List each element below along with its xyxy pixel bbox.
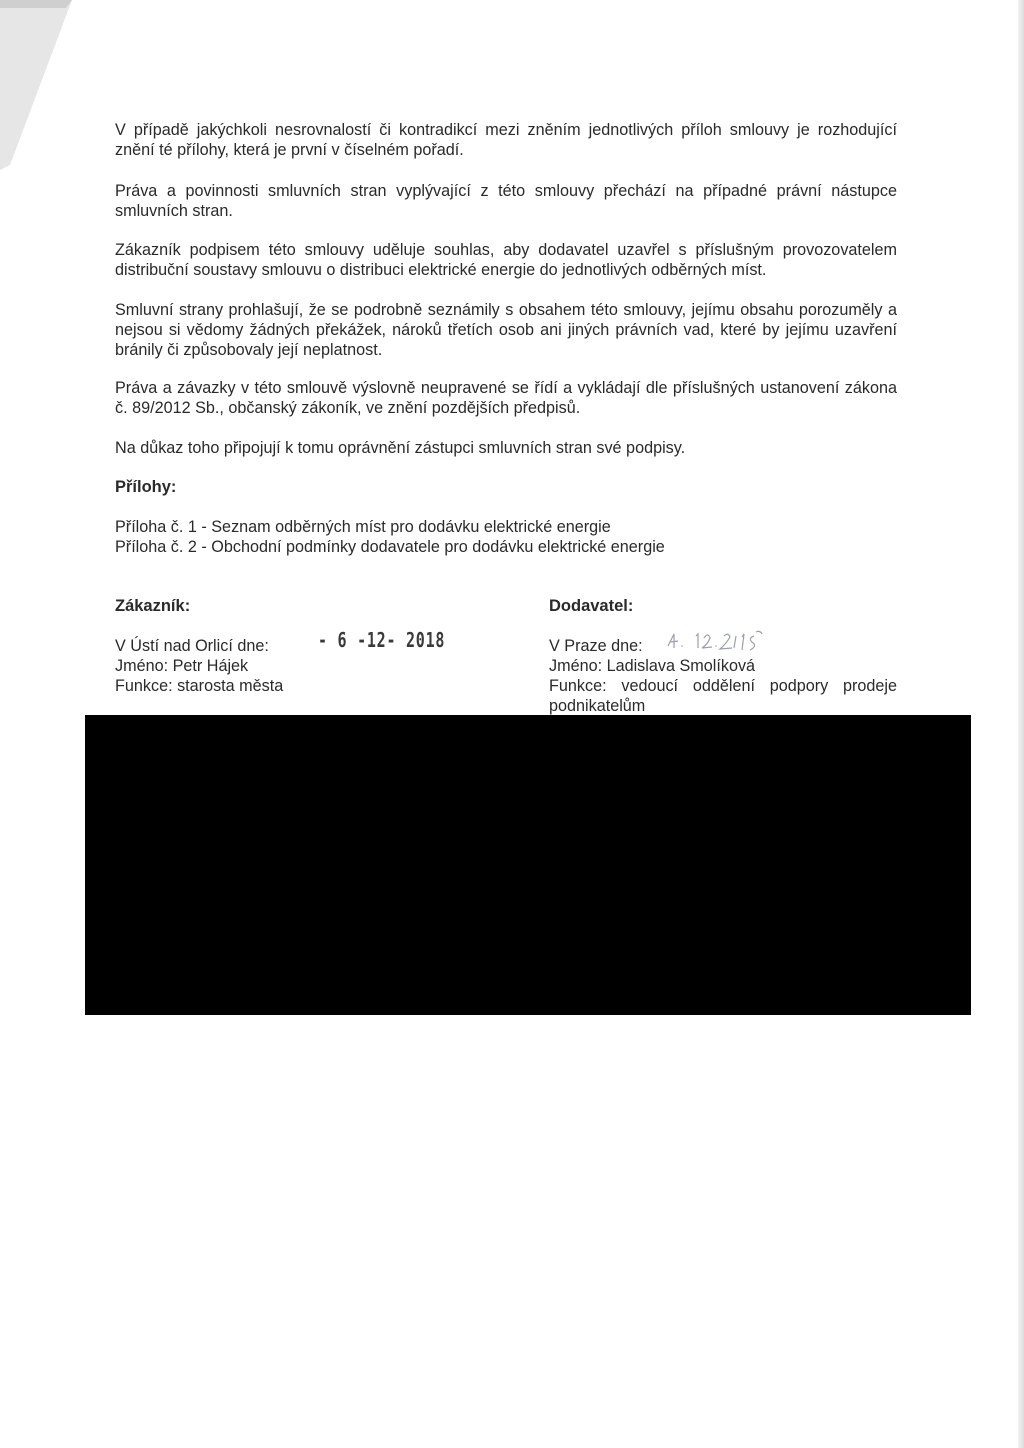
paragraph-successors: Práva a povinnosti smluvních stran vyplývající z této smlouvy přechází na případné právní nástupce smluvních stran. bbox=[115, 182, 897, 220]
supplier-handwritten-date bbox=[662, 624, 772, 660]
paragraph-distribution-consent: Zákazník podpisem této smlouvy uděluje souhlas, aby dodavatel uzavřel s příslušným provozovatelem distribuční soustavy smlouvu o distribuci elektrické energie do jednotlivých odběrných míst. bbox=[115, 241, 897, 279]
customer-heading: Zákazník: bbox=[115, 597, 191, 615]
supplier-name: Jméno: Ladislava Smolíková bbox=[549, 657, 756, 675]
paragraph-declaration: Smluvní strany prohlašují, že se podrobně seznámily s obsahem této smlouvy, jejímu obsahu porozuměly a nejsou si vědomy žádných překážek, nároků třetích osob ani jiných právních vad, které by jejímu uzavření bránily či způsobovaly její neplatnost. bbox=[115, 301, 897, 359]
paragraph-discrepancies: V případě jakýchkoli nesrovnalostí či kontradikcí mezi zněním jednotlivých příloh smlouvy je rozhodující znění té přílohy, která je první v číselném pořadí. bbox=[115, 121, 897, 159]
supplier-function-continued: podnikatelům bbox=[549, 697, 646, 715]
customer-place-date-label: V Ústí nad Orlicí dne: bbox=[115, 637, 269, 655]
scan-edge-right bbox=[1018, 0, 1024, 1448]
supplier-function bbox=[549, 676, 897, 696]
customer-date-stamp: - 6 -12- 2018 bbox=[318, 628, 446, 652]
scan-edge-shadow bbox=[0, 0, 80, 170]
supplier-function-text: Funkce: vedoucí oddělení podpory prodeje bbox=[549, 677, 897, 695]
paragraph-civil-code: Práva a závazky v této smlouvě výslovně neupravené se řídí a vykládají dle příslušných ustanovení zákona č. 89/2012 Sb., občanský zákoník, ve znění pozdějších předpisů. bbox=[115, 379, 897, 417]
supplier-heading: Dodavatel: bbox=[549, 597, 634, 615]
attachment-item-2: Příloha č. 2 - Obchodní podmínky dodavatele pro dodávku elektrické energie bbox=[115, 538, 665, 556]
customer-function: Funkce: starosta města bbox=[115, 677, 284, 695]
supplier-place-date-label: V Praze dne: bbox=[549, 637, 643, 655]
redaction-block bbox=[85, 715, 971, 1015]
attachment-item-1: Příloha č. 1 - Seznam odběrných míst pro dodávku elektrické energie bbox=[115, 518, 611, 536]
attachments-heading: Přílohy: bbox=[115, 478, 177, 496]
customer-name: Jméno: Petr Hájek bbox=[115, 657, 249, 675]
paragraph-signatures: Na důkaz toho připojují k tomu oprávnění zástupci smluvních stran své podpisy. bbox=[115, 439, 686, 457]
